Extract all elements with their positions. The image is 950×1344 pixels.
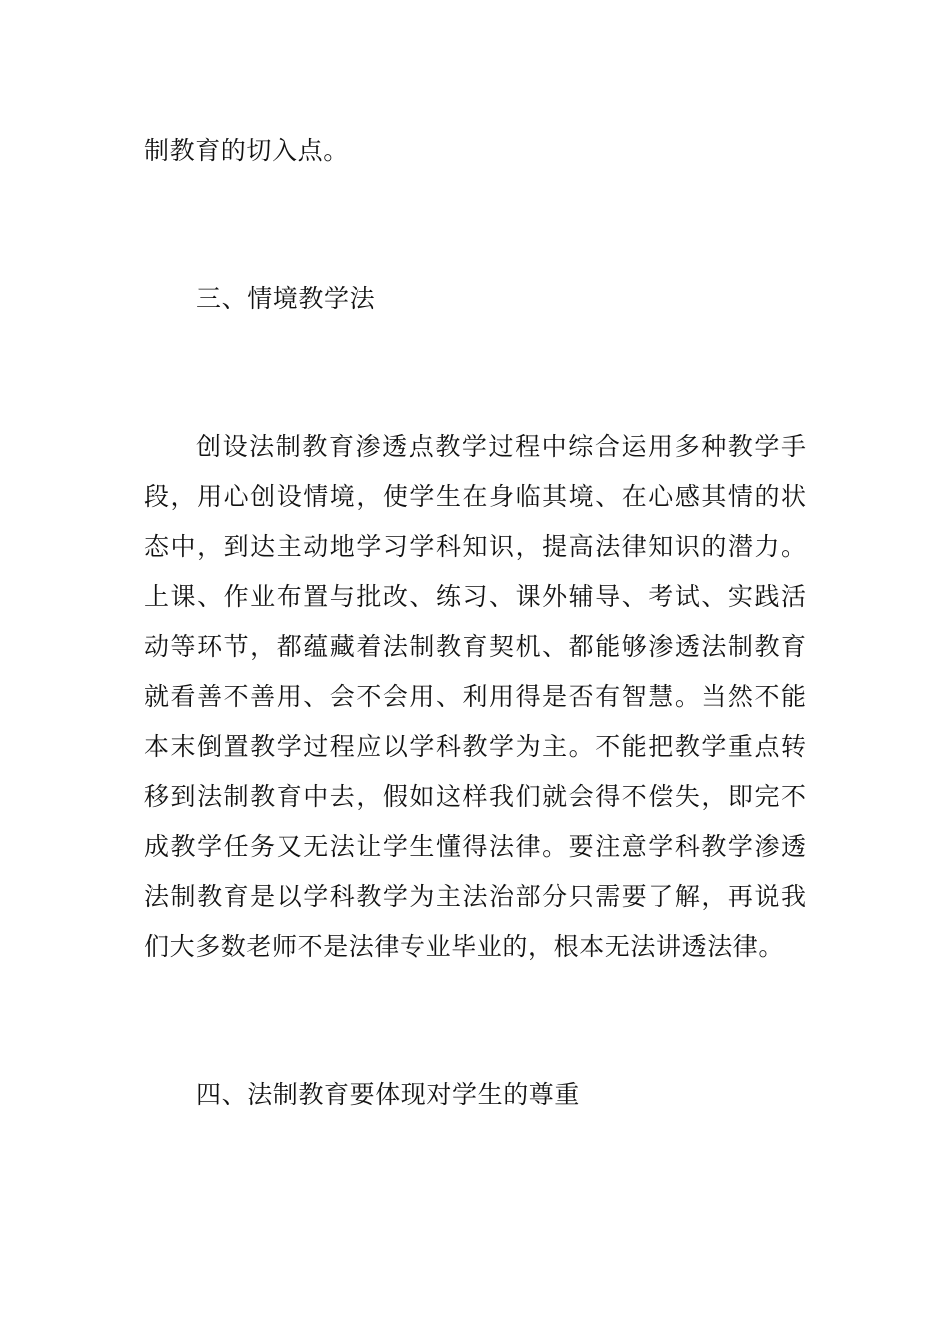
paragraph-line: 移到法制教育中去，假如这样我们就会得不偿失，即完不 xyxy=(144,782,806,811)
paragraph-line: 成教学任务又无法让学生懂得法律。要注意学科教学渗透 xyxy=(144,832,806,861)
paragraph-line: 创设法制教育渗透点教学过程中综合运用多种教学手 xyxy=(196,432,806,461)
paragraph-line: 段，用心创设情境，使学生在身临其境、在心感其情的状 xyxy=(144,482,806,511)
paragraph-line: 动等环节，都蕴藏着法制教育契机、都能够渗透法制教育 xyxy=(144,632,806,661)
paragraph-line: 本末倒置教学过程应以学科教学为主。不能把教学重点转 xyxy=(144,732,806,761)
continuation-line: 制教育的切入点。 xyxy=(144,136,349,165)
section-heading-3: 三、情境教学法 xyxy=(196,284,376,313)
paragraph-line: 法制教育是以学科教学为主法治部分只需要了解，再说我 xyxy=(144,882,806,911)
paragraph-line: 就看善不善用、会不会用、利用得是否有智慧。当然不能 xyxy=(144,682,806,711)
paragraph-line: 们大多数老师不是法律专业毕业的，根本无法讲透法律。 xyxy=(144,932,785,961)
section-heading-4: 四、法制教育要体现对学生的尊重 xyxy=(196,1080,581,1109)
paragraph-line: 态中，到达主动地学习学科知识，提高法律知识的潜力。 xyxy=(144,532,806,561)
paragraph-line: 上课、作业布置与批改、练习、课外辅导、考试、实践活 xyxy=(144,582,806,611)
